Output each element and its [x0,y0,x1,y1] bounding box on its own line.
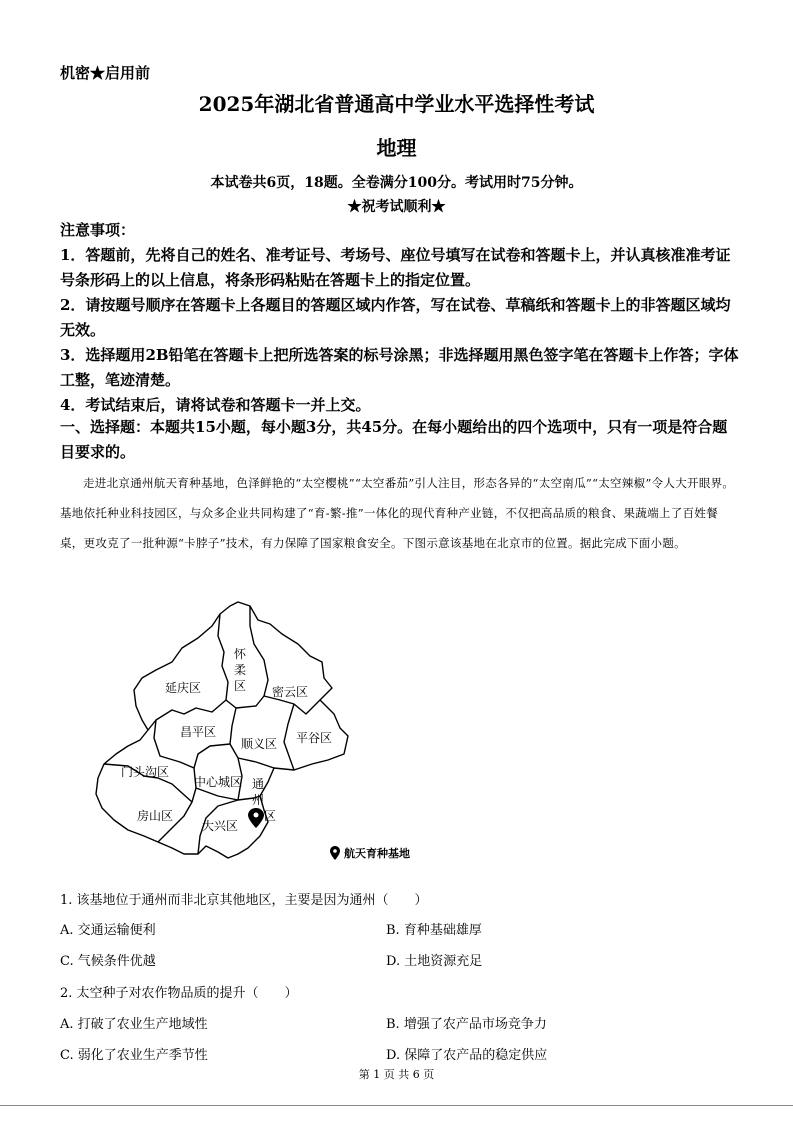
map-label-mentougou: 门头沟区 [120,765,170,779]
question-option: D. 保障了农产品的稳定供应 [386,1048,548,1063]
notes-block [60,218,740,418]
beijing-district-map [88,596,378,868]
question-option: D. 土地资源充足 [386,954,483,969]
reading-passage: 走进北京通州航天育种基地，色泽鲜艳的“太空樱桃”“太空番茄”引人注目，形态各异的“太空南瓜”“太空辣椒”令人大开眼界。基地依托种业科技园区，与众多企业共同构建了“育-繁-推”一体化的现代育种产业链，不仅把高品质的粮食、果蔬端上了百姓餐桌，更攻克了一批种源“卡脖子”技术，有力保障了国家粮食安全。下图示意该基地在北京市的位置。据此完成下面小题。 [60,476,735,550]
exam-title: 2025年湖北省普通高中学业水平选择性考试 [198,92,595,116]
map-label-miyun: 密云区 [271,685,309,699]
map-label-tongzhou: 区 [263,809,277,823]
question-option: A. 打破了农业生产地域性 [60,1017,208,1032]
location-pin-icon [330,846,340,860]
footer-divider [0,1105,793,1106]
map-label-center: 中心城区 [193,775,243,789]
map-label-tongzhou: 通 [251,777,265,791]
map-label-huairou: 区 [233,679,247,693]
notes-heading: 注意事项： [60,221,136,239]
map-label-huairou: 柔 [233,663,247,677]
map-label-tongzhou: 州 [251,793,265,807]
map-label-fangshan: 房山区 [136,809,174,823]
question-option: C. 弱化了农业生产季节性 [60,1048,208,1063]
confidential-label: 机密★启用前 [60,64,151,82]
note-item: 4．考试结束后，请将试卷和答题卡一并上交。 [60,396,371,414]
note-item: 3．选择题用2B铅笔在答题卡上把所选答案的标号涂黑；非选择题用黑色签字笔在答题卡上作答；字体工整，笔迹清楚。 [60,346,739,389]
map-label-shunyi: 顺义区 [240,737,278,751]
map-label-yanqing: 延庆区 [164,681,202,695]
map-legend [330,845,410,861]
note-item: 2．请按题号顺序在答题卡上各题目的答题区域内作答，写在试卷、草稿纸和答题卡上的非答题区域均无效。 [60,296,731,339]
question-option: A. 交通运输便利 [60,923,156,938]
question-option: C. 气候条件优越 [60,954,156,969]
question-stem: 2. 太空种子对农作物品质的提升（ ） [60,986,298,1001]
map-label-huairou: 怀 [233,647,247,661]
map-label-daxing: 大兴区 [201,819,239,833]
section-heading: 一、选择题：本题共15小题，每小题3分，共45分。在每小题给出的四个选项中，只有一项是符合题目要求的。 [60,418,728,461]
map-label-pinggu: 平谷区 [295,731,333,745]
legend-label: 航天育种基地 [344,847,410,860]
page-footer: 第 1 页 共 6 页 [358,1068,435,1081]
base-location-pin-icon [248,808,264,828]
question-option: B. 增强了农产品市场竞争力 [386,1017,547,1032]
subject-title: 地理 [376,136,417,160]
question-option: B. 育种基础雄厚 [386,923,482,938]
question-stem: 1. 该基地位于通州而非北京其他地区，主要是因为通州（ ） [60,893,428,908]
exam-info: 本试卷共6页，18题。全卷满分100分。考试用时75分钟。 [210,175,583,191]
note-item: 1．答题前，先将自己的姓名、准考证号、考场号、座位号填写在试卷和答题卡上，并认真核准准考证号条形码上的以上信息，将条形码粘贴在答题卡上的指定位置。 [60,246,731,289]
good-luck-line: ★祝考试顺利★ [347,199,446,215]
map-label-changping: 昌平区 [179,725,217,739]
